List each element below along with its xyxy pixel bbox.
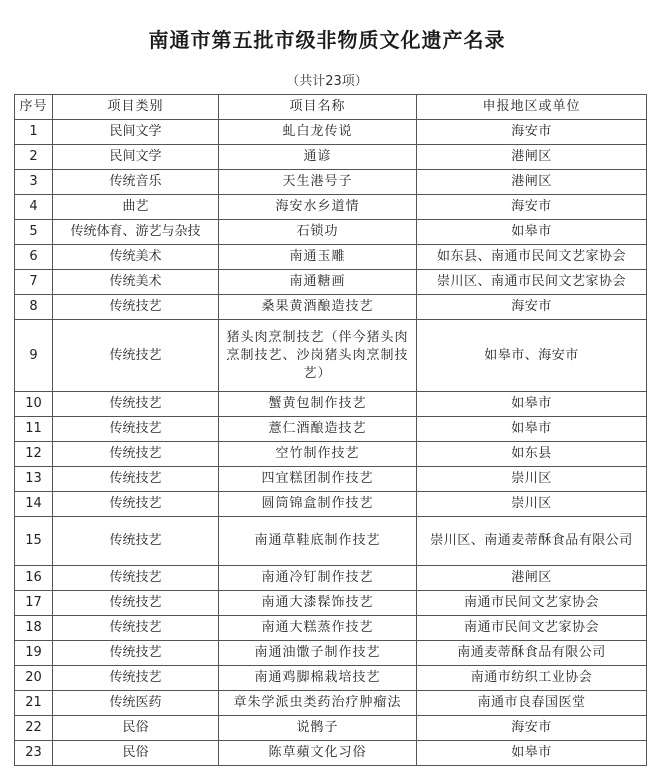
- table-row: [15, 417, 647, 442]
- table-row: [15, 442, 647, 467]
- row-category: 传统技艺: [53, 442, 219, 467]
- row-name: 南通大漆髹饰技艺: [219, 591, 417, 616]
- row-name: 圆筒锦盒制作技艺: [219, 492, 417, 517]
- row-region: 海安市: [417, 295, 647, 320]
- row-number: 8: [15, 295, 53, 320]
- table-row: [15, 195, 647, 220]
- row-number: 14: [15, 492, 53, 517]
- table-header-row: [15, 95, 647, 120]
- row-category: 传统技艺: [53, 566, 219, 591]
- row-number: 9: [15, 320, 53, 392]
- row-name: 陈草蘋文化习俗: [219, 741, 417, 766]
- row-category: 传统技艺: [53, 295, 219, 320]
- table-row: [15, 666, 647, 691]
- row-number: 10: [15, 392, 53, 417]
- row-category: 传统美术: [53, 270, 219, 295]
- header-name: 项目名称: [219, 95, 417, 120]
- row-region: 如皋市、海安市: [417, 320, 647, 392]
- row-name: 石锁功: [219, 220, 417, 245]
- row-number: 16: [15, 566, 53, 591]
- table-row: [15, 741, 647, 766]
- row-name: 猪头肉烹制技艺（伴今猪头肉烹制技艺、沙岗猪头肉烹制技艺）: [219, 320, 417, 392]
- row-category: 传统医药: [53, 691, 219, 716]
- row-name: 南通草鞋底制作技艺: [219, 517, 417, 566]
- row-name: 薏仁酒酿造技艺: [219, 417, 417, 442]
- row-name: 南通冷钉制作技艺: [219, 566, 417, 591]
- row-number: 7: [15, 270, 53, 295]
- row-category: 传统技艺: [53, 591, 219, 616]
- table-row: [15, 517, 647, 566]
- row-number: 18: [15, 616, 53, 641]
- table-row: [15, 270, 647, 295]
- row-region: 南通市民间文艺家协会: [417, 591, 647, 616]
- table-row: [15, 492, 647, 517]
- table-row: [15, 616, 647, 641]
- table-row: [15, 691, 647, 716]
- row-region: 崇川区、南通麦蒂酥食品有限公司: [417, 517, 647, 566]
- row-region: 南通市民间文艺家协会: [417, 616, 647, 641]
- row-name: 通谚: [219, 145, 417, 170]
- row-region: 如东县: [417, 442, 647, 467]
- row-number: 19: [15, 641, 53, 666]
- row-category: 民间文学: [53, 120, 219, 145]
- row-region: 如皋市: [417, 220, 647, 245]
- document-title: 南通市第五批市级非物质文化遗产名录: [148, 28, 506, 52]
- row-region: 海安市: [417, 120, 647, 145]
- row-name: 空竹制作技艺: [219, 442, 417, 467]
- row-category: 传统技艺: [53, 417, 219, 442]
- row-region: 如皋市: [417, 392, 647, 417]
- table-row: [15, 566, 647, 591]
- row-category: 传统音乐: [53, 170, 219, 195]
- row-number: 20: [15, 666, 53, 691]
- row-number: 5: [15, 220, 53, 245]
- row-region: 海安市: [417, 716, 647, 741]
- row-region: 海安市: [417, 195, 647, 220]
- row-name: 南通油馓子制作技艺: [219, 641, 417, 666]
- row-category: 传统技艺: [53, 320, 219, 392]
- row-number: 23: [15, 741, 53, 766]
- row-number: 22: [15, 716, 53, 741]
- row-number: 2: [15, 145, 53, 170]
- row-name: 南通大糕蒸作技艺: [219, 616, 417, 641]
- header-region: 申报地区或单位: [417, 95, 647, 120]
- header-category: 项目类别: [53, 95, 219, 120]
- row-category: 传统技艺: [53, 666, 219, 691]
- table-row: [15, 467, 647, 492]
- row-name: 天生港号子: [219, 170, 417, 195]
- table-row: [15, 120, 647, 145]
- row-number: 1: [15, 120, 53, 145]
- table-row: [15, 245, 647, 270]
- row-name: 南通糖画: [219, 270, 417, 295]
- heritage-table: [14, 94, 647, 766]
- row-category: 传统技艺: [53, 467, 219, 492]
- row-name: 四宜糕团制作技艺: [219, 467, 417, 492]
- row-name: 南通鸡脚棉栽培技艺: [219, 666, 417, 691]
- table-row: [15, 591, 647, 616]
- row-region: 南通麦蒂酥食品有限公司: [417, 641, 647, 666]
- row-name: 海安水乡道情: [219, 195, 417, 220]
- row-name: 章朱学派虫类药治疗肿瘤法: [219, 691, 417, 716]
- table-row: [15, 295, 647, 320]
- row-name: 蟹黄包制作技艺: [219, 392, 417, 417]
- row-category: 传统技艺: [53, 517, 219, 566]
- row-number: 11: [15, 417, 53, 442]
- row-number: 21: [15, 691, 53, 716]
- row-name: 虬白龙传说: [219, 120, 417, 145]
- row-category: 传统技艺: [53, 641, 219, 666]
- row-name: 桑果黄酒酿造技艺: [219, 295, 417, 320]
- row-number: 13: [15, 467, 53, 492]
- row-number: 15: [15, 517, 53, 566]
- row-category: 曲艺: [53, 195, 219, 220]
- row-region: 崇川区: [417, 467, 647, 492]
- row-region: 港闸区: [417, 170, 647, 195]
- row-category: 传统技艺: [53, 616, 219, 641]
- row-region: 港闸区: [417, 566, 647, 591]
- row-category: 传统美术: [53, 245, 219, 270]
- row-number: 6: [15, 245, 53, 270]
- table-row: [15, 716, 647, 741]
- header-number: 序号: [15, 95, 53, 120]
- document-subtitle: （共计23项）: [286, 74, 368, 89]
- row-region: 崇川区、南通市民间文艺家协会: [417, 270, 647, 295]
- row-category: 传统技艺: [53, 492, 219, 517]
- row-region: 如东县、南通市民间文艺家协会: [417, 245, 647, 270]
- row-region: 如皋市: [417, 741, 647, 766]
- table-row: [15, 641, 647, 666]
- row-category: 民俗: [53, 741, 219, 766]
- row-category: 传统体育、游艺与杂技: [53, 220, 219, 245]
- table-row: [15, 392, 647, 417]
- row-region: 如皋市: [417, 417, 647, 442]
- row-number: 3: [15, 170, 53, 195]
- row-category: 民俗: [53, 716, 219, 741]
- table-row: [15, 145, 647, 170]
- table-body: [15, 120, 647, 766]
- row-name: 南通玉雕: [219, 245, 417, 270]
- row-region: 港闸区: [417, 145, 647, 170]
- table-row: [15, 170, 647, 195]
- row-category: 民间文学: [53, 145, 219, 170]
- row-number: 4: [15, 195, 53, 220]
- row-number: 17: [15, 591, 53, 616]
- table-row: [15, 220, 647, 245]
- row-region: 南通市良春国医堂: [417, 691, 647, 716]
- row-region: 崇川区: [417, 492, 647, 517]
- row-name: 说鹘子: [219, 716, 417, 741]
- row-category: 传统技艺: [53, 392, 219, 417]
- row-region: 南通市纺织工业协会: [417, 666, 647, 691]
- table-row: [15, 320, 647, 392]
- row-number: 12: [15, 442, 53, 467]
